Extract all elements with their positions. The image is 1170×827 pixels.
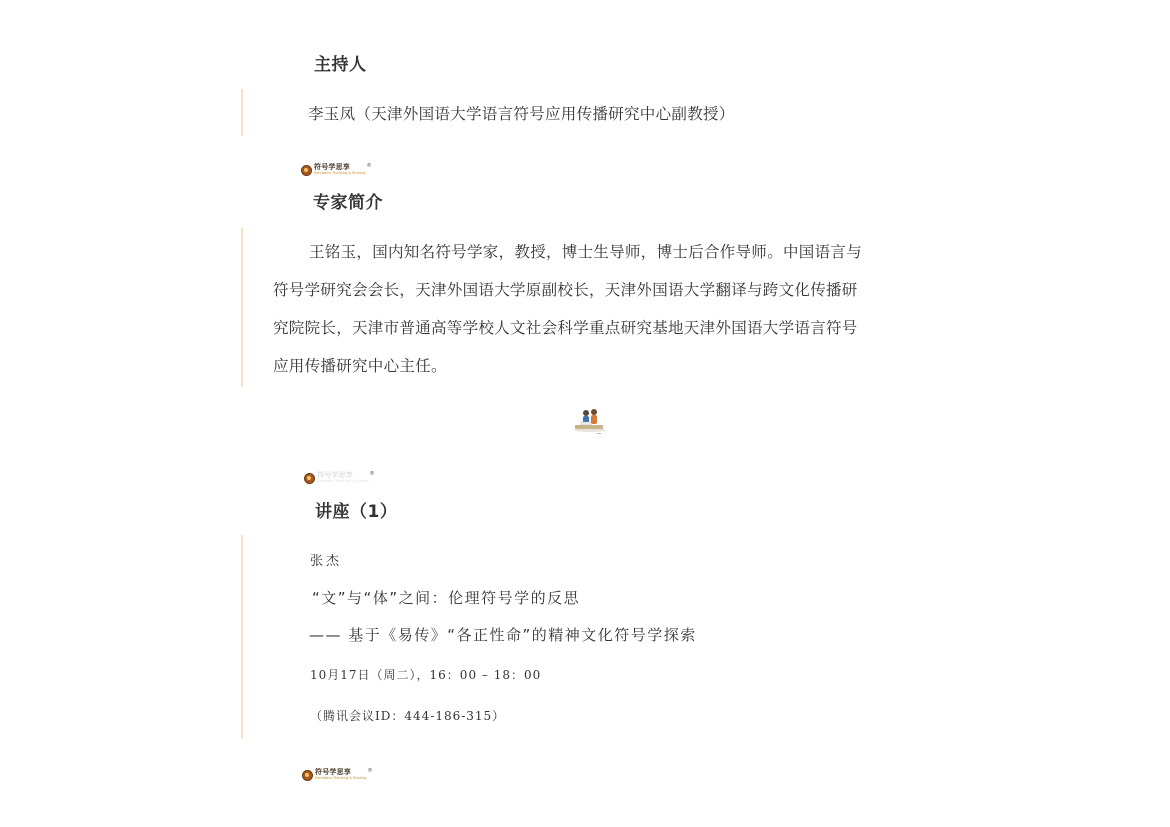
logo-reg: ® (367, 768, 373, 774)
logo-icon (304, 473, 315, 484)
brand-logo-faded (304, 471, 374, 485)
quote-bar (241, 228, 243, 387)
lecture-time: 10月17日（周二），16：00 – 18：00 (310, 668, 542, 682)
brand-logo (301, 163, 371, 177)
reading-illustration (572, 406, 608, 436)
logo-reg: ® (369, 471, 375, 477)
logo-subtext: Semiotics Thinking & Sharing (315, 776, 367, 781)
lecture-heading: 讲座（1） (315, 502, 398, 522)
host-heading: 主持人 (314, 55, 367, 75)
logo-text: 符号学思享 (317, 471, 353, 480)
quote-bar (241, 89, 243, 136)
logo-icon (301, 165, 312, 176)
host-text: 李玉凤（天津外国语大学语言符号应用传播研究中心副教授） (308, 105, 735, 123)
expert-bio (273, 233, 913, 385)
expert-heading: 专家简介 (313, 193, 383, 213)
lecture-subtitle: —— 基于《易传》“各正性命”的精神文化符号学探索 (309, 626, 697, 644)
expert-bio-line: 应用传播研究中心主任。 (273, 357, 447, 375)
logo-text: 符号学思享 (314, 163, 350, 172)
lecture-speaker: 张杰 (310, 554, 343, 569)
expert-bio-line: 究院院长，天津市普通高等学校人文社会科学重点研究基地天津外国语大学语言符号 (273, 319, 858, 337)
lecture-meeting-id: （腾讯会议ID：444-186-315） (310, 709, 506, 723)
logo-reg: ® (366, 163, 372, 169)
expert-bio-line: 符号学研究会会长，天津外国语大学原副校长，天津外国语大学翻译与跨文化传播研 (273, 281, 858, 299)
quote-bar (241, 535, 243, 738)
logo-subtext: Semiotics Thinking & Sharing (317, 479, 369, 484)
logo-subtext: Semiotics Thinking & Sharing (314, 171, 366, 176)
brand-logo (302, 768, 372, 782)
lecture-title: “文”与“体”之间：伦理符号学的反思 (312, 589, 581, 607)
logo-icon (302, 770, 313, 781)
logo-text: 符号学思享 (315, 768, 351, 777)
expert-bio-line: 王铭玉，国内知名符号学家，教授，博士生导师，博士后合作导师。中国语言与 (309, 243, 863, 261)
